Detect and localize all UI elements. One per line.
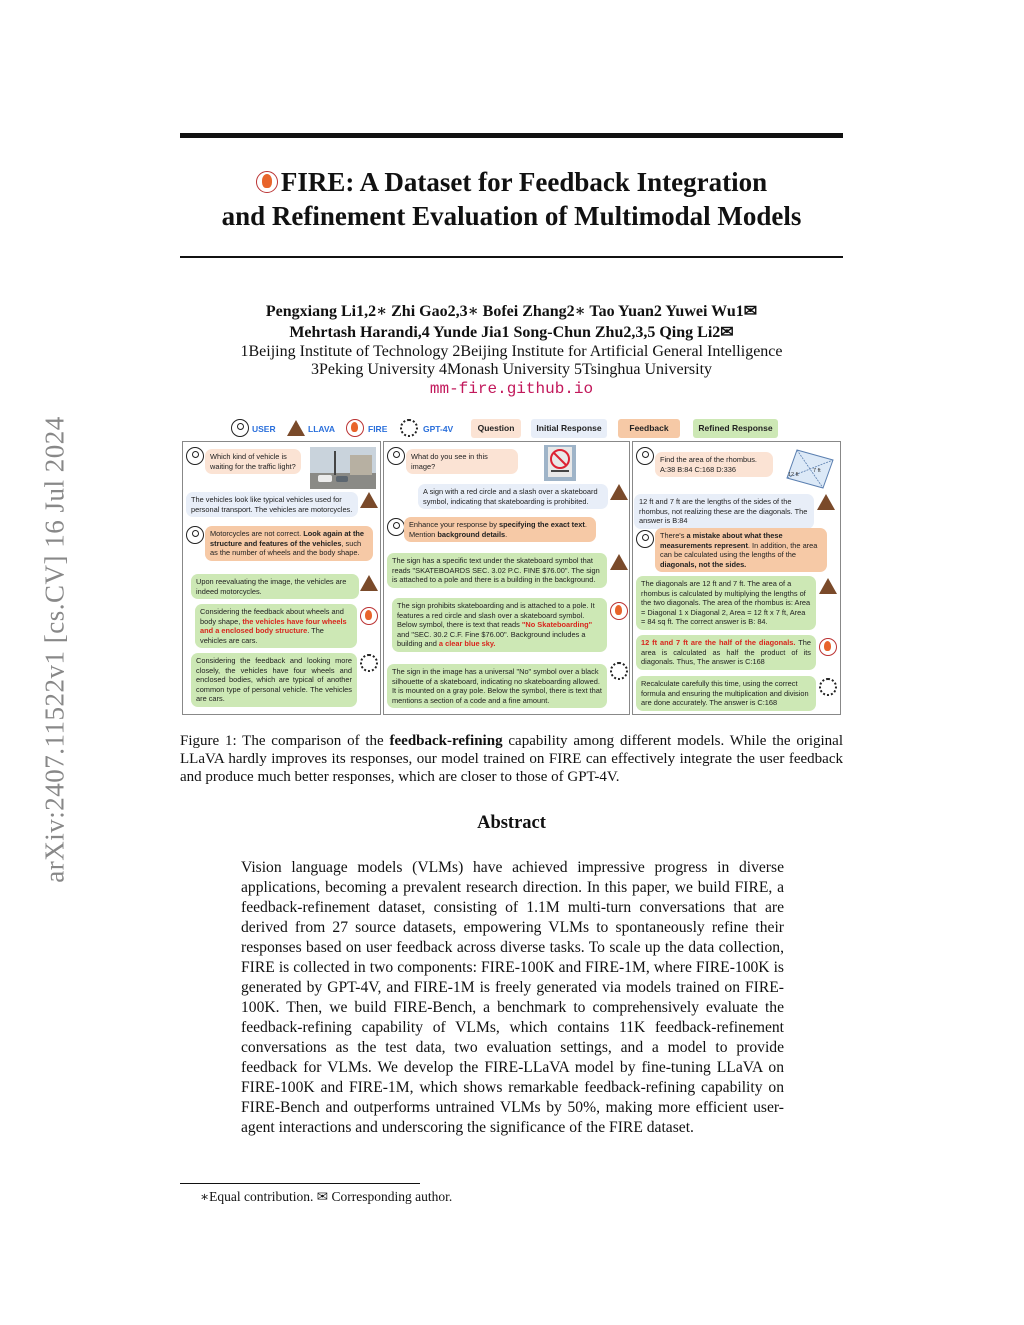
fire-refined-bubble: The sign prohibits skateboarding and is attached to a pole. It features a red circle and slash over a skateboard symbol. Below symbol, there is text that reads "No Skateboarding" and "SEC. 30.2 C.F. Fine $76.00". Background includes a building and a clear blue sky.	[392, 598, 607, 652]
rhombus-diagram	[785, 448, 835, 490]
fire-refined-bubble: 12 ft and 7 ft are the half of the diagonals. The area is calculated as half the product of its diagonals. Thus, The answer is C:168	[636, 635, 816, 670]
legend-question: Question	[471, 419, 521, 438]
fire-refined-bubble: Considering the feedback about wheels and body shape, the vehicles have four wheels and a enclosed body structure. The vehicles are cars.	[195, 604, 357, 648]
fire-icon	[360, 607, 378, 625]
panel-sign	[383, 441, 630, 715]
llava-refined-bubble: The sign has a specific text under the skateboard symbol that reads "SKATEBOARDS SEC. 3.02 P.C. FINE $76.00". The sign is attached to a pole and there is a building in the background.	[387, 553, 607, 588]
affiliations-line-1: 1Beijing Institute of Technology 2Beijing Institute for Artificial General Intelligence	[240, 343, 783, 360]
user-icon	[636, 447, 654, 465]
question-bubble: What do you see in this image?	[406, 449, 518, 474]
user-icon	[636, 530, 654, 548]
footnote: ∗Equal contribution. ✉ Corresponding author.	[200, 1189, 453, 1204]
title-bottom-rule	[180, 256, 843, 258]
gpt-icon	[360, 654, 378, 672]
fire-icon	[819, 638, 837, 656]
legend-llava: LLAVA	[308, 424, 336, 434]
user-icon	[186, 526, 204, 544]
street-photo	[310, 447, 376, 489]
llava-volcano-icon	[819, 578, 837, 594]
paper-title	[180, 165, 843, 233]
legend-refined-response: Refined Response	[693, 419, 778, 438]
sign-photo	[544, 445, 576, 481]
authors-line-2: Mehrtash Harandi,4 Yunde Jia1 Song-Chun Zhu2,3,5 Qing Li2✉	[289, 324, 734, 341]
gpt-refined-bubble: Considering the feedback and looking more closely, the vehicles have four wheels and enclosed bodies, which are typical of another common type of personal vehicle. The vehicles are cars.	[191, 653, 357, 707]
user-icon	[387, 518, 405, 536]
authors-line-1: Pengxiang Li1,2∗ Zhi Gao2,3∗ Bofei Zhang2∗ Tao Yuan2 Yuwei Wu1✉	[265, 303, 758, 320]
affiliations-line-2: 3Peking University 4Monash University 5Tsinghua University	[310, 361, 713, 378]
llava-volcano-icon	[610, 554, 628, 570]
llava-volcano-icon	[610, 484, 628, 500]
gpt-icon	[400, 419, 418, 437]
feedback-bubble: There's a mistake about what these measurements represent. In addition, the area can be calculated using the lengths of the diagonals, not the sides.	[655, 528, 827, 572]
abstract-heading: Abstract	[477, 813, 546, 833]
title-line-2: and Refinement Evaluation of Multimodal Models	[221, 201, 802, 231]
feedback-bubble: Motorcycles are not correct. Look again at the structure and features of the vehicles, such as the number of wheels and the body shape.	[205, 526, 373, 561]
legend-feedback: Feedback	[618, 419, 680, 438]
project-url[interactable]: mm-fire.github.io	[429, 380, 594, 398]
user-icon	[387, 447, 405, 465]
legend-fire: FIRE	[368, 424, 388, 434]
panel-rhombus	[632, 441, 841, 715]
rhombus-label-b: 7 ft	[813, 468, 821, 474]
llava-volcano-icon	[817, 494, 835, 510]
title-line-1: FIRE: A Dataset for Feedback Integration	[280, 167, 768, 197]
question-bubble: Find the area of the rhombus. A:38 B:84 C:168 D:336	[655, 452, 773, 477]
title-top-rule	[180, 133, 843, 138]
llava-refined-bubble: Upon reevaluating the image, the vehicles are indeed motorcycles.	[191, 574, 359, 599]
arxiv-stamp: arXiv:2407.11522v1 [cs.CV] 16 Jul 2024	[39, 416, 70, 883]
initial-response-bubble: A sign with a red circle and a slash over a skateboard symbol, indicating that skateboarding is prohibited.	[418, 484, 608, 509]
gpt-icon	[610, 662, 628, 680]
panel-vehicle	[182, 441, 381, 715]
fire-logo-icon	[256, 171, 278, 193]
llava-volcano-icon	[360, 492, 378, 508]
abstract-body: Vision language models (VLMs) have achieved impressive progress in diverse applications, becoming a prevalent research direction. In this paper, we build FIRE, a feedback-refinement dataset, consisting of 1.1M multi-turn conversations that are derived from 27 source datasets, empowering VLMs to spontaneously refine their responses based on user feedback across diverse tasks. To scale up the data collection, FIRE is collected in two components: FIRE-100K and FIRE-1M, where FIRE-100K is generated by GPT-4V, and FIRE-1M is freely generated via models trained on FIRE-100K. Then, we build FIRE-Bench, a benchmark to comprehensively evaluate the feedback-refining capability of VLMs, which contains 11K feedback-refinement conversations as the test data, two evaluation settings, and a model to provide feedback for VLMs. We develop the FIRE-LLaVA model by fine-tuning LLaVA on FIRE-100K and FIRE-1M, which shows remarkable feedback-refining capability on FIRE-Bench and outperforms untrained VLMs by 50%, making more efficient user-agent interactions and underscoring the significance of the FIRE dataset.	[241, 859, 784, 1136]
footnote-rule	[180, 1183, 420, 1184]
gpt-refined-bubble: Recalculate carefully this time, using the correct formula and ensuring the multiplication and division are done accurately. The answer is C:168	[636, 676, 816, 711]
fire-icon	[610, 602, 628, 620]
initial-response-bubble: The vehicles look like typical vehicles used for personal transport. The vehicles are motorcycles.	[186, 492, 358, 517]
legend-gpt: GPT-4V	[423, 424, 454, 434]
user-icon	[231, 419, 249, 437]
feedback-bubble: Enhance your response by specifying the exact text. Mention background details.	[404, 517, 596, 542]
llava-volcano-icon	[287, 420, 305, 436]
gpt-icon	[819, 678, 837, 696]
user-icon	[186, 447, 204, 465]
question-bubble: Which kind of vehicle is waiting for the traffic light?	[205, 449, 301, 474]
rhombus-label-a: 12 ft	[788, 472, 799, 478]
gpt-refined-bubble: The sign in the image has a universal "No" symbol over a black silhouette of a skateboard, indicating no skateboarding allowed. It is mounted on a gray pole. Below the symbol, there is text that mentions a section of a code and a fine amount.	[387, 664, 607, 708]
initial-response-bubble: 12 ft and 7 ft are the lengths of the sides of the rhombus, not realizing these are the diagonals. The answer is B:84	[634, 494, 814, 529]
fire-icon	[346, 419, 364, 437]
legend-user: USER	[252, 424, 276, 434]
llava-refined-bubble: The diagonals are 12 ft and 7 ft. The area of a rhombus is calculated by multiplying the lengths of the two diagonals. The area of the rhombus is: Area = Diagonal 1 x Diagonal 2, Area = 12 ft x 7 ft, Area = 84 sq ft. The correct answer is B: 84.	[636, 576, 816, 630]
llava-volcano-icon	[360, 575, 378, 591]
legend-initial-response: Initial Response	[531, 419, 607, 438]
figure-caption: Figure 1: The comparison of the feedback-refining capability among different models. While the original LLaVA hardly improves its responses, our model trained on FIRE can effectively integrate the user feedback and produce much better responses, which are closer to those of GPT-4V.	[180, 733, 843, 785]
